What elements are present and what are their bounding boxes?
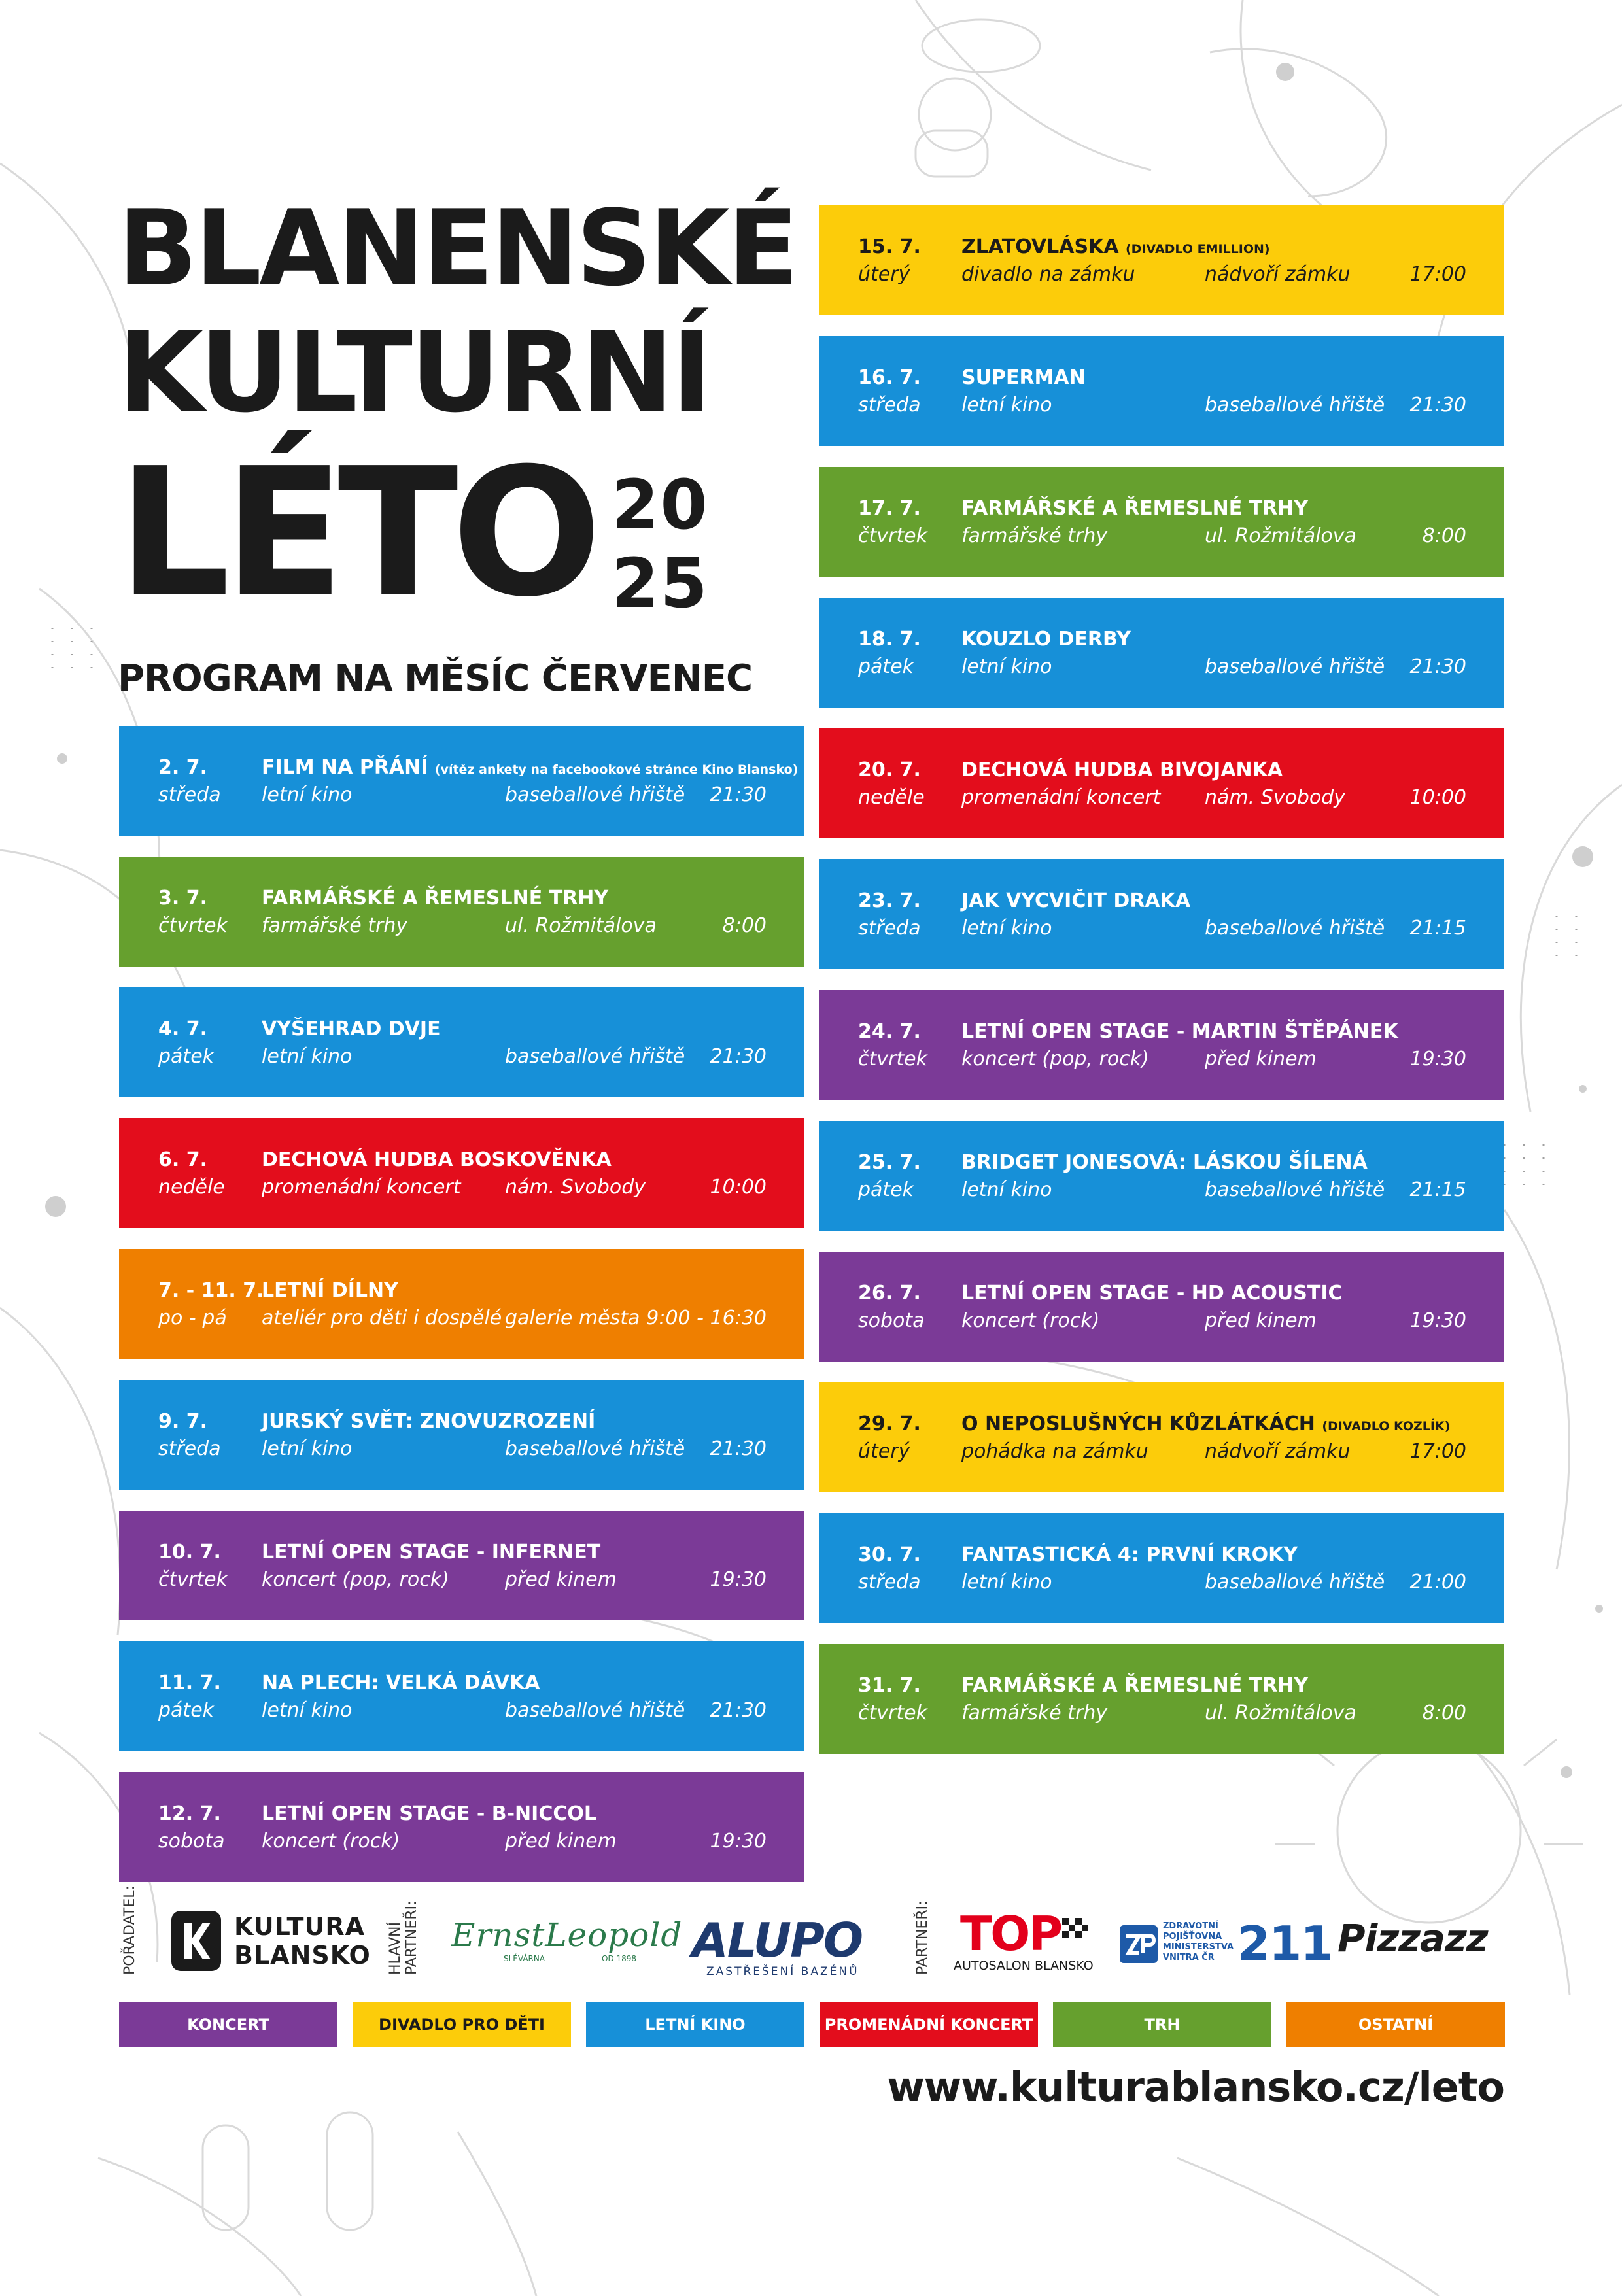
event-card — [119, 1641, 804, 1751]
event-name-wrap — [961, 497, 1308, 520]
legend-item-ostatni: OSTATNÍ — [1286, 2002, 1505, 2047]
event-card — [819, 598, 1504, 708]
event-name: FANTASTICKÁ 4: PRVNÍ KROKY — [961, 1543, 1298, 1566]
event-card — [119, 1118, 804, 1228]
event-type: letní kino — [961, 917, 1052, 940]
event-date: 11. 7. — [158, 1671, 221, 1694]
event-day: úterý — [858, 1440, 910, 1463]
event-place: baseballové hřiště — [1205, 394, 1385, 417]
event-card — [819, 1644, 1504, 1754]
event-day: čtvrtek — [158, 1568, 228, 1591]
event-time: 8:00 — [1422, 524, 1466, 547]
event-day: pátek — [858, 1178, 914, 1201]
event-type: pohádka na zámku — [961, 1440, 1148, 1463]
event-card — [119, 1380, 804, 1490]
main-partners-label — [387, 1900, 421, 1975]
event-day: neděle — [858, 786, 925, 809]
event-place: před kinem — [505, 1830, 617, 1853]
ernst-leopold-sub-1: SLÉVÁRNA — [504, 1954, 545, 1963]
zp-line-2: POJIŠŤOVNA — [1163, 1932, 1222, 1942]
event-type: letní kino — [262, 783, 353, 806]
event-date: 31. 7. — [858, 1674, 921, 1697]
event-place: ul. Rožmitálova — [505, 914, 657, 937]
event-time: 21:30 — [710, 783, 767, 806]
event-time: 9:00 - 16:30 — [646, 1307, 767, 1329]
event-name: LETNÍ OPEN STAGE - B-NICCOL — [262, 1802, 596, 1825]
event-name: O NEPOSLUŠNÝCH KŮZLÁTKÁCH — [961, 1413, 1315, 1435]
event-place: před kinem — [1205, 1048, 1317, 1071]
event-time: 17:00 — [1409, 263, 1466, 286]
event-type: koncert (rock) — [961, 1309, 1100, 1332]
event-day: čtvrtek — [858, 1702, 927, 1724]
zp-icon — [1120, 1925, 1158, 1963]
event-name-wrap — [961, 1413, 1450, 1435]
title-line-2: KULTURNÍ — [118, 308, 710, 437]
event-card — [819, 336, 1504, 446]
zp-line-3: MINISTERSTVA — [1163, 1942, 1234, 1952]
event-date: 26. 7. — [858, 1282, 921, 1305]
event-day: sobota — [158, 1830, 225, 1853]
event-place: baseballové hřiště — [1205, 1571, 1385, 1594]
event-type: farmářské trhy — [961, 1702, 1108, 1724]
event-place: baseballové hřiště — [505, 1699, 685, 1722]
alupo-name: ALUPO — [692, 1913, 863, 1968]
event-type: farmářské trhy — [961, 524, 1108, 547]
event-day: středa — [158, 1437, 221, 1460]
kultura-blansko-logo — [170, 1908, 371, 1974]
event-type: koncert (rock) — [262, 1830, 400, 1853]
event-type: letní kino — [262, 1437, 353, 1460]
event-name-wrap — [961, 628, 1131, 651]
event-type: divadlo na zámku — [961, 263, 1135, 286]
event-name: VYŠEHRAD DVJE — [262, 1018, 441, 1040]
event-type: koncert (pop, rock) — [961, 1048, 1149, 1071]
event-name-wrap — [961, 1282, 1343, 1305]
event-name: SUPERMAN — [961, 366, 1086, 389]
title-line-1: BLANENSKÉ — [118, 187, 797, 309]
event-type: farmářské trhy — [262, 914, 408, 937]
event-card — [819, 728, 1504, 838]
event-place: baseballové hřiště — [1205, 917, 1385, 940]
event-type: letní kino — [262, 1045, 353, 1068]
event-time: 21:30 — [710, 1045, 767, 1068]
event-place: galerie města — [505, 1307, 640, 1329]
event-type: koncert (pop, rock) — [262, 1568, 449, 1591]
event-name: NA PLECH: VELKÁ DÁVKA — [262, 1671, 540, 1694]
event-place: nádvoří zámku — [1205, 263, 1351, 286]
event-date: 18. 7. — [858, 628, 921, 651]
event-type: letní kino — [262, 1699, 353, 1722]
event-day: úterý — [858, 263, 910, 286]
event-date: 3. 7. — [158, 887, 207, 910]
event-place: baseballové hřiště — [1205, 1178, 1385, 1201]
pizzazz-name: Pizzazz — [1337, 1916, 1488, 1961]
event-type: letní kino — [961, 655, 1052, 678]
event-date: 23. 7. — [858, 889, 921, 912]
event-name: LETNÍ OPEN STAGE - HD ACOUSTIC — [961, 1282, 1343, 1305]
event-day: pátek — [858, 655, 914, 678]
event-note: (DIVADLO KOZLÍK) — [1322, 1419, 1451, 1433]
event-note: (DIVADLO EMILLION) — [1126, 242, 1270, 256]
event-date: 25. 7. — [858, 1151, 921, 1174]
event-time: 19:30 — [710, 1568, 767, 1591]
zp-mv-logo — [1120, 1916, 1332, 1975]
zp-number: 211 — [1237, 1916, 1332, 1971]
organizer-label: POŘADATEL: — [122, 1885, 138, 1975]
event-name-wrap — [262, 1802, 596, 1825]
legend-item-promenadni: PROMENÁDNÍ KONCERT — [820, 2002, 1038, 2047]
event-name: DECHOVÁ HUDBA BOSKOVĚNKA — [262, 1148, 612, 1171]
event-time: 19:30 — [1409, 1309, 1466, 1332]
event-day: pátek — [158, 1045, 215, 1068]
event-name-wrap — [961, 1543, 1298, 1566]
event-time: 21:30 — [710, 1699, 767, 1722]
event-name-wrap — [262, 1018, 441, 1040]
event-day: sobota — [858, 1309, 925, 1332]
event-name-wrap — [961, 1674, 1308, 1697]
event-name-wrap — [262, 1671, 540, 1694]
event-date: 20. 7. — [858, 759, 921, 781]
partners-label: PARTNEŘI: — [914, 1900, 931, 1975]
alupo-logo — [692, 1913, 882, 1978]
event-name: DECHOVÁ HUDBA BIVOJANKA — [961, 759, 1283, 781]
event-name-wrap — [262, 1148, 612, 1171]
event-place: baseballové hřiště — [505, 1045, 685, 1068]
event-card — [119, 857, 804, 967]
event-name-wrap — [961, 1151, 1368, 1174]
ernst-leopold-name: ErnstLeopold — [451, 1916, 683, 1954]
event-name-wrap — [961, 1020, 1398, 1043]
event-time: 19:30 — [1409, 1048, 1466, 1071]
year-top: 20 — [612, 465, 709, 545]
event-name-wrap — [961, 235, 1270, 258]
event-note: (vítěz ankety na facebookové stránce Kino Blansko) — [434, 762, 799, 777]
event-place: baseballové hřiště — [1205, 655, 1385, 678]
event-card — [819, 859, 1504, 969]
event-day: po - pá — [158, 1307, 227, 1329]
event-time: 17:00 — [1409, 1440, 1466, 1463]
event-place: před kinem — [505, 1568, 617, 1591]
event-type: promenádní koncert — [262, 1176, 461, 1199]
event-name-wrap — [262, 1279, 398, 1302]
event-time: 8:00 — [722, 914, 767, 937]
event-date: 2. 7. — [158, 756, 207, 779]
legend-item-kino: LETNÍ KINO — [586, 2002, 804, 2047]
pizzazz-logo — [1337, 1916, 1508, 1968]
event-time: 21:30 — [1409, 655, 1466, 678]
event-name: FARMÁŘSKÉ A ŘEMESLNÉ TRHY — [262, 887, 609, 910]
event-card — [119, 1511, 804, 1620]
event-place: nádvoří zámku — [1205, 1440, 1351, 1463]
event-date: 29. 7. — [858, 1413, 921, 1435]
event-time: 19:30 — [710, 1830, 767, 1853]
event-time: 10:00 — [710, 1176, 767, 1199]
program-subtitle: PROGRAM NA MĚSÍC ČERVENEC — [118, 657, 753, 700]
event-place: ul. Rožmitálova — [1205, 524, 1356, 547]
event-day: čtvrtek — [858, 1048, 927, 1071]
event-place: baseballové hřiště — [505, 1437, 685, 1460]
event-day: středa — [858, 394, 921, 417]
legend-item-koncert: KONCERT — [119, 2002, 337, 2047]
event-day: neděle — [158, 1176, 225, 1199]
event-time: 10:00 — [1409, 786, 1466, 809]
year-bottom: 25 — [612, 543, 709, 623]
event-name: FARMÁŘSKÉ A ŘEMESLNÉ TRHY — [961, 497, 1309, 520]
event-card — [819, 205, 1504, 315]
zp-line-4: VNITRA ČR — [1163, 1953, 1215, 1962]
event-card — [119, 1249, 804, 1359]
event-name-wrap — [262, 887, 608, 910]
event-date: 6. 7. — [158, 1148, 207, 1171]
event-card — [819, 467, 1504, 577]
event-card — [819, 1252, 1504, 1362]
kultura-logo-line-1: KULTURA — [234, 1912, 366, 1941]
event-name: LETNÍ OPEN STAGE - MARTIN ŠTĚPÁNEK — [961, 1020, 1398, 1043]
kultura-logo-line-2: BLANSKO — [234, 1941, 371, 1970]
zp-line-1: ZDRAVOTNÍ — [1163, 1921, 1218, 1931]
event-date: 12. 7. — [158, 1802, 221, 1825]
event-name-wrap — [961, 366, 1086, 389]
event-time: 21:30 — [710, 1437, 767, 1460]
event-date: 30. 7. — [858, 1543, 921, 1566]
event-name: JURSKÝ SVĚT: ZNOVUZROZENÍ — [262, 1410, 596, 1433]
event-date: 17. 7. — [858, 497, 921, 520]
ernst-leopold-sub-2: OD 1898 — [602, 1954, 637, 1963]
main-partners-label-2: PARTNEŘI: — [404, 1900, 421, 1975]
event-card — [819, 990, 1504, 1100]
alupo-sub: ZASTŘEŠENÍ BAZÉNŮ — [706, 1965, 859, 1978]
event-name: LETNÍ OPEN STAGE - INFERNET — [262, 1541, 601, 1564]
event-name: LETNÍ DÍLNY — [262, 1279, 398, 1302]
event-name-wrap — [961, 759, 1283, 781]
event-card — [819, 1382, 1504, 1492]
event-day: středa — [858, 1571, 921, 1594]
event-card — [119, 1772, 804, 1882]
event-date: 4. 7. — [158, 1018, 207, 1040]
event-time: 21:15 — [1409, 1178, 1466, 1201]
event-date: 9. 7. — [158, 1410, 207, 1433]
top-sub: AUTOSALON BLANSKO — [954, 1959, 1094, 1973]
event-date: 24. 7. — [858, 1020, 921, 1043]
event-name-wrap — [961, 889, 1190, 912]
main-partners-label-1: HLAVNÍ — [387, 1922, 404, 1975]
event-card — [119, 987, 804, 1097]
event-name-wrap — [262, 1410, 595, 1433]
event-card — [119, 726, 804, 836]
event-name: KOUZLO DERBY — [961, 628, 1131, 651]
event-place: nám. Svobody — [1205, 786, 1346, 809]
event-place: ul. Rožmitálova — [1205, 1702, 1356, 1724]
event-date: 15. 7. — [858, 235, 921, 258]
legend-item-trh: TRH — [1053, 2002, 1271, 2047]
event-name: BRIDGET JONESOVÁ: LÁSKOU ŠÍLENÁ — [961, 1151, 1368, 1174]
event-time: 21:15 — [1409, 917, 1466, 940]
ernst-leopold-logo — [451, 1916, 683, 1968]
event-name: FILM NA PŘÁNÍ — [262, 756, 428, 779]
event-place: před kinem — [1205, 1309, 1317, 1332]
website-url[interactable]: www.kulturablansko.cz/leto — [887, 2063, 1504, 2111]
event-day: čtvrtek — [158, 914, 228, 937]
checkered-flag-icon — [1062, 1918, 1088, 1944]
event-time: 21:30 — [1409, 394, 1466, 417]
legend-item-divadlo: DIVADLO PRO DĚTI — [353, 2002, 571, 2047]
event-day: středa — [858, 917, 921, 940]
title-line-3: LÉTO — [118, 430, 596, 636]
event-card — [819, 1121, 1504, 1231]
event-date: 16. 7. — [858, 366, 921, 389]
event-date: 10. 7. — [158, 1541, 221, 1564]
event-name: FARMÁŘSKÉ A ŘEMESLNÉ TRHY — [961, 1674, 1309, 1697]
event-type: letní kino — [961, 1571, 1052, 1594]
event-name-wrap — [262, 1541, 600, 1564]
event-place: nám. Svobody — [505, 1176, 646, 1199]
event-type: promenádní koncert — [961, 786, 1161, 809]
event-type: ateliér pro děti i dospělé — [262, 1307, 502, 1329]
top-name: TOP — [960, 1906, 1061, 1961]
event-name: JAK VYCVIČIT DRAKA — [961, 889, 1191, 912]
event-date: 7. - 11. 7. — [158, 1279, 264, 1302]
event-time: 8:00 — [1422, 1702, 1466, 1724]
event-card — [819, 1513, 1504, 1623]
event-time: 21:00 — [1409, 1571, 1466, 1594]
event-day: středa — [158, 783, 221, 806]
event-name: ZLATOVLÁSKA — [961, 235, 1119, 258]
event-type: letní kino — [961, 394, 1052, 417]
kultura-k-icon — [170, 1910, 222, 1972]
event-day: čtvrtek — [858, 524, 927, 547]
event-name-wrap — [262, 756, 798, 779]
event-day: pátek — [158, 1699, 215, 1722]
event-place: baseballové hřiště — [505, 783, 685, 806]
top-autosalon-logo — [954, 1906, 1097, 1972]
event-type: letní kino — [961, 1178, 1052, 1201]
